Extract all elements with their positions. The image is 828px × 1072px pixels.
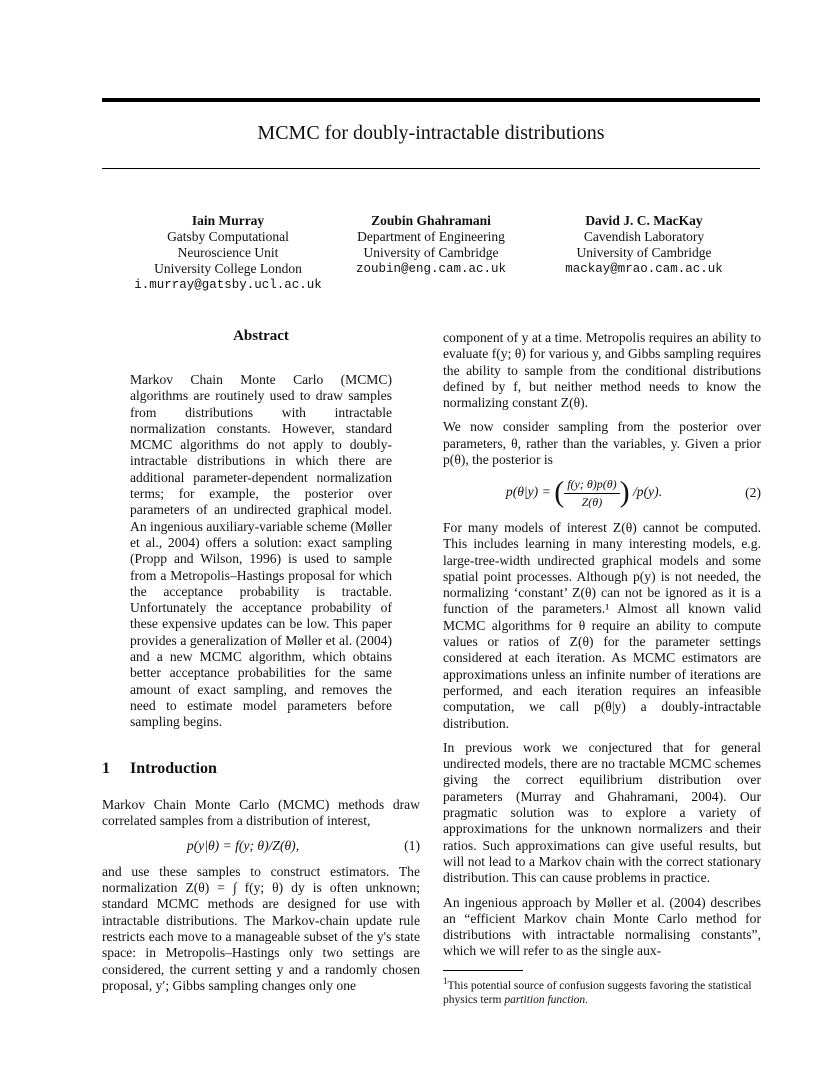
abstract-heading: Abstract: [233, 328, 289, 344]
author-affiliation: University of Cambridge: [363, 245, 499, 260]
title-bottom-rule: [102, 168, 760, 169]
equation-number: (2): [745, 485, 761, 501]
equation-2: [443, 476, 761, 510]
equation-body: [443, 476, 725, 510]
left-paren: (: [554, 476, 565, 510]
footnote-end: .: [585, 993, 589, 1006]
footnote: [443, 974, 761, 1007]
author-affiliation: Neuroscience Unit: [177, 245, 279, 260]
footnote-mark: 1: [443, 976, 448, 986]
intro-column: [102, 797, 420, 1002]
author-name: David J. C. MacKay: [585, 213, 703, 228]
section-title: Introduction: [130, 760, 217, 777]
equation-lhs: p(θ|y) =: [505, 484, 551, 500]
author-affiliation: Cavendish Laboratory: [583, 229, 705, 244]
title-top-rule: [102, 98, 760, 102]
paragraph: In previous work we conjectured that for general undirected models, there are no tractable MCMC schemes giving the correct equilibrium distribution over parameters (Murray and Ghahramani, 2004). Our pragmatic solution was to explore a variety of approximations for the unknown normalizers and their ratios. Such approximations can give useful results, but will not lead to a Markov chain with the correct stationary distribution. This can cause problems in practice.: [443, 739, 761, 886]
equation-number: (1): [404, 837, 420, 853]
author-block-3: [539, 213, 749, 277]
abstract-body: [130, 372, 392, 739]
right-column: [443, 330, 761, 968]
author-block-2: [326, 213, 536, 277]
fraction-numerator: f(y; θ)p(θ): [564, 476, 619, 493]
paragraph: Markov Chain Monte Carlo (MCMC) methods draw correlated samples from a distribution of interest,: [102, 797, 420, 829]
author-block-1: [123, 213, 333, 293]
author-affiliation: University College London: [154, 261, 302, 276]
footnote-rule: [443, 970, 523, 971]
author-email: zoubin@eng.cam.ac.uk: [355, 262, 507, 276]
abstract-text: Markov Chain Monte Carlo (MCMC) algorithms are routinely used to draw samples from distributions with intractable normalization constants. However, standard MCMC algorithms do not apply to doubly-intractable distributions in which there are additional parameter-dependent normalization terms; for example, the posterior over parameters of an undirected graphical model. An ingenious auxiliary-variable scheme (Møller et al., 2004) offers a solution: exact sampling (Propp and Wilson, 1996) is used to sample from a Metropolis–Hastings proposal for which the acceptance probability is tractable. Unfortunately the acceptance probability of these expensive updates can be low. This paper provides a generalization of Møller et al. (2004) and a new MCMC algorithm, which obtains better acceptance probabilities for the same amount of exact sampling, and removes the need to estimate model parameters before sampling begins.: [130, 372, 392, 730]
right-paren: ): [619, 476, 630, 510]
equation-1: [102, 838, 420, 854]
paragraph: An ingenious approach by Møller et al. (2004) describes an “efficient Markov chain Monte Carlo method for distributions with intractable normalising constants”, which we will refer to as the single aux-: [443, 894, 761, 959]
equation-body: p(y|θ) = f(y; θ)/Z(θ),: [186, 837, 300, 853]
section-heading: [102, 760, 217, 778]
author-affiliation: Gatsby Computational: [167, 229, 289, 244]
author-email: i.murray@gatsby.ucl.ac.uk: [134, 278, 322, 292]
fraction: [564, 476, 619, 510]
paragraph: and use these samples to construct estimators. The normalization Z(θ) = ∫ f(y; θ) dy is often unknown; standard MCMC methods are designed for use with intractable distributions. The Markov-chain update rule restricts each move to a manageable subset of the y's state space: in Metropolis–Hastings only two settings are considered, the current setting y and a randomly chosen proposal, y′; Gibbs sampling changes only one: [102, 863, 420, 993]
fraction-denominator: Z(θ): [581, 494, 603, 509]
footnote-term: partition function: [504, 993, 586, 1006]
author-email: mackay@mrao.cam.ac.uk: [565, 262, 723, 276]
author-name: Iain Murray: [191, 213, 265, 228]
equation-rhs: /p(y).: [633, 484, 663, 500]
paper-title: MCMC for doubly-intractable distributions: [257, 122, 605, 144]
author-name: Zoubin Ghahramani: [371, 213, 491, 228]
footnote-text: This potential source of confusion suggests favoring the statistical physics term: [443, 979, 752, 1006]
paragraph: We now consider sampling from the posterior over parameters, θ, rather than the variables, y. Given a prior p(θ), the posterior is: [443, 419, 761, 468]
author-affiliation: University of Cambridge: [576, 245, 712, 260]
section-number: 1: [102, 760, 110, 777]
paragraph: component of y at a time. Metropolis requires an ability to evaluate f(y; θ) for various y, and Gibbs sampling requires the ability to sample from the conditional distributions defined by f, but neither method needs to know the normalizing constant Z(θ).: [443, 330, 761, 411]
author-affiliation: Department of Engineering: [357, 229, 505, 244]
paragraph: For many models of interest Z(θ) cannot be computed. This includes learning in many interesting models, e.g. large-tree-width undirected graphical models and some spatial point processes. Although p(y) is not needed, the normalizing ‘constant’ Z(θ) can not be ignored as it is a function of the parameters.¹ Almost all known valid MCMC algorithms for θ require an ability to compute values or ratios of Z(θ) for the parameter settings considered at each iteration. As MCMC estimators are approximations unless an infinite number of iterations are performed, and each iteration requires an infeasible computation, we call p(θ|y) a doubly-intractable distribution.: [443, 519, 761, 731]
